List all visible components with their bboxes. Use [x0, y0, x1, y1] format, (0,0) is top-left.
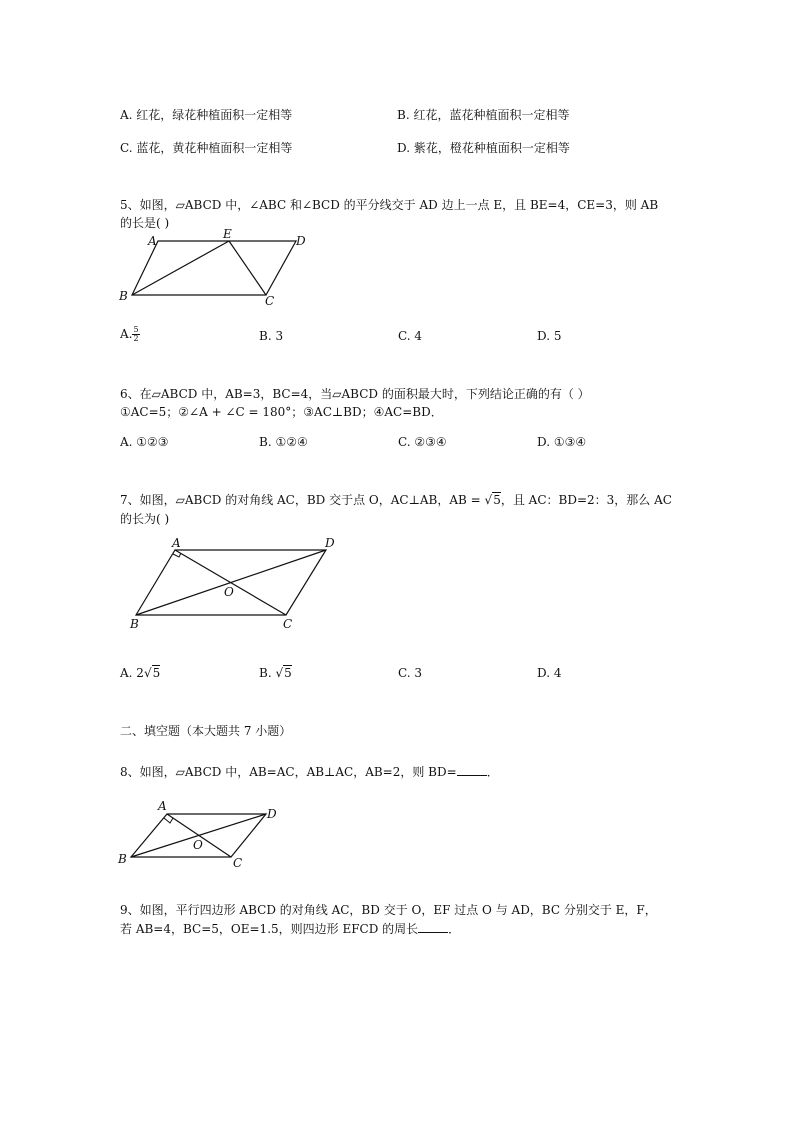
q5-label-d: D [296, 234, 306, 248]
q5-segment-ec [229, 241, 266, 295]
q7-sqrt: √5 [484, 493, 501, 507]
q7-stem-line2: 的长为( ) [120, 512, 170, 526]
q7-option-c: C. 3 [398, 666, 423, 680]
q7-option-b: B. √5 [259, 666, 292, 680]
q5-option-a-fraction: $\frac{5}{2}$ [133, 325, 139, 343]
q7-label-b: B [130, 617, 139, 630]
q7-label-a: A [172, 536, 181, 550]
q5-option-a-label: A. [120, 327, 133, 341]
q5-option-a [120, 326, 140, 343]
q7-stem-line1: 7、如图，▱ABCD 的对角线 AC，BD 交于点 O，AC⊥AB，AB = √5，且 AC：BD=2：3，那么 AC [120, 493, 672, 507]
q6-option-c: C. ②③④ [398, 435, 447, 449]
q4-option-d: D. 紫花，橙花种植面积一定相等 [397, 141, 570, 155]
q6-option-a: A. ①②③ [120, 435, 169, 449]
q5-option-b: B. 3 [259, 329, 284, 343]
q6-stem-line2: ①AC=5；②∠A + ∠C = 180°；③AC⊥BD；④AC=BD． [120, 405, 443, 419]
q8-label-c: C [233, 856, 243, 870]
q7-right-angle-mark [173, 553, 181, 557]
q7-label-d: D [325, 536, 335, 550]
q9-stem-line1: 9、如图，平行四边形 ABCD 的对角线 AC，BD 交于 O，EF 过点 O 与 AD，BC 分别交于 E，F， [120, 903, 657, 917]
section-heading-fill-in: 二、填空题（本大题共 7 小题） [120, 724, 292, 738]
q5-label-e: E [223, 228, 232, 241]
q4-option-a: A. 红花，绿花种植面积一定相等 [120, 108, 293, 122]
q7-diagonal-bd [136, 550, 326, 615]
q8-label-a: A [158, 799, 167, 813]
q5-stem-line1: 5、如图，▱ABCD 中，∠ABC 和∠BCD 的平分线交于 AD 边上一点 E，且 BE=4，CE=3，则 AB [120, 198, 659, 212]
q9-stem-line2: 若 AB=4，BC=5，OE=1.5，则四边形 EFCD 的周长 ． [120, 922, 461, 936]
q5-option-c: C. 4 [398, 329, 423, 343]
q8-stem: 8、如图，▱ABCD 中，AB=AC，AB⊥AC，AB=2，则 BD= ． [120, 765, 499, 779]
q4-option-b: B. 红花，蓝花种植面积一定相等 [397, 108, 570, 122]
q7-option-a: A. 2√5 [120, 666, 161, 680]
q7-option-d: D. 4 [537, 666, 562, 680]
q5-segment-be [132, 241, 229, 295]
q7-figure [126, 534, 346, 630]
q8-label-o: O [193, 838, 203, 852]
q5-label-b: B [119, 289, 128, 303]
q5-label-a: A [148, 234, 157, 248]
q5-stem-line2: 的长是( ) [120, 216, 170, 230]
q8-answer-blank[interactable] [457, 764, 487, 776]
q5-option-d: D. 5 [537, 329, 562, 343]
q5-label-c: C [265, 294, 275, 308]
q7-label-o: O [224, 585, 234, 599]
q8-label-d: D [267, 807, 277, 821]
q6-option-b: B. ①②④ [259, 435, 308, 449]
q8-label-b: B [118, 852, 127, 866]
q8-figure [116, 797, 286, 872]
q8-right-angle-mark [164, 818, 173, 823]
q6-stem-line1: 6、在▱ABCD 中，AB=3，BC=4，当▱ABCD 的面积最大时，下列结论正确的有（ ） [120, 387, 590, 401]
q6-option-d: D. ①③④ [537, 435, 587, 449]
q7-label-c: C [283, 617, 293, 630]
q5-figure [112, 228, 312, 310]
q4-option-c: C. 蓝花，黄花种植面积一定相等 [120, 141, 293, 155]
q9-answer-blank[interactable] [418, 921, 448, 933]
